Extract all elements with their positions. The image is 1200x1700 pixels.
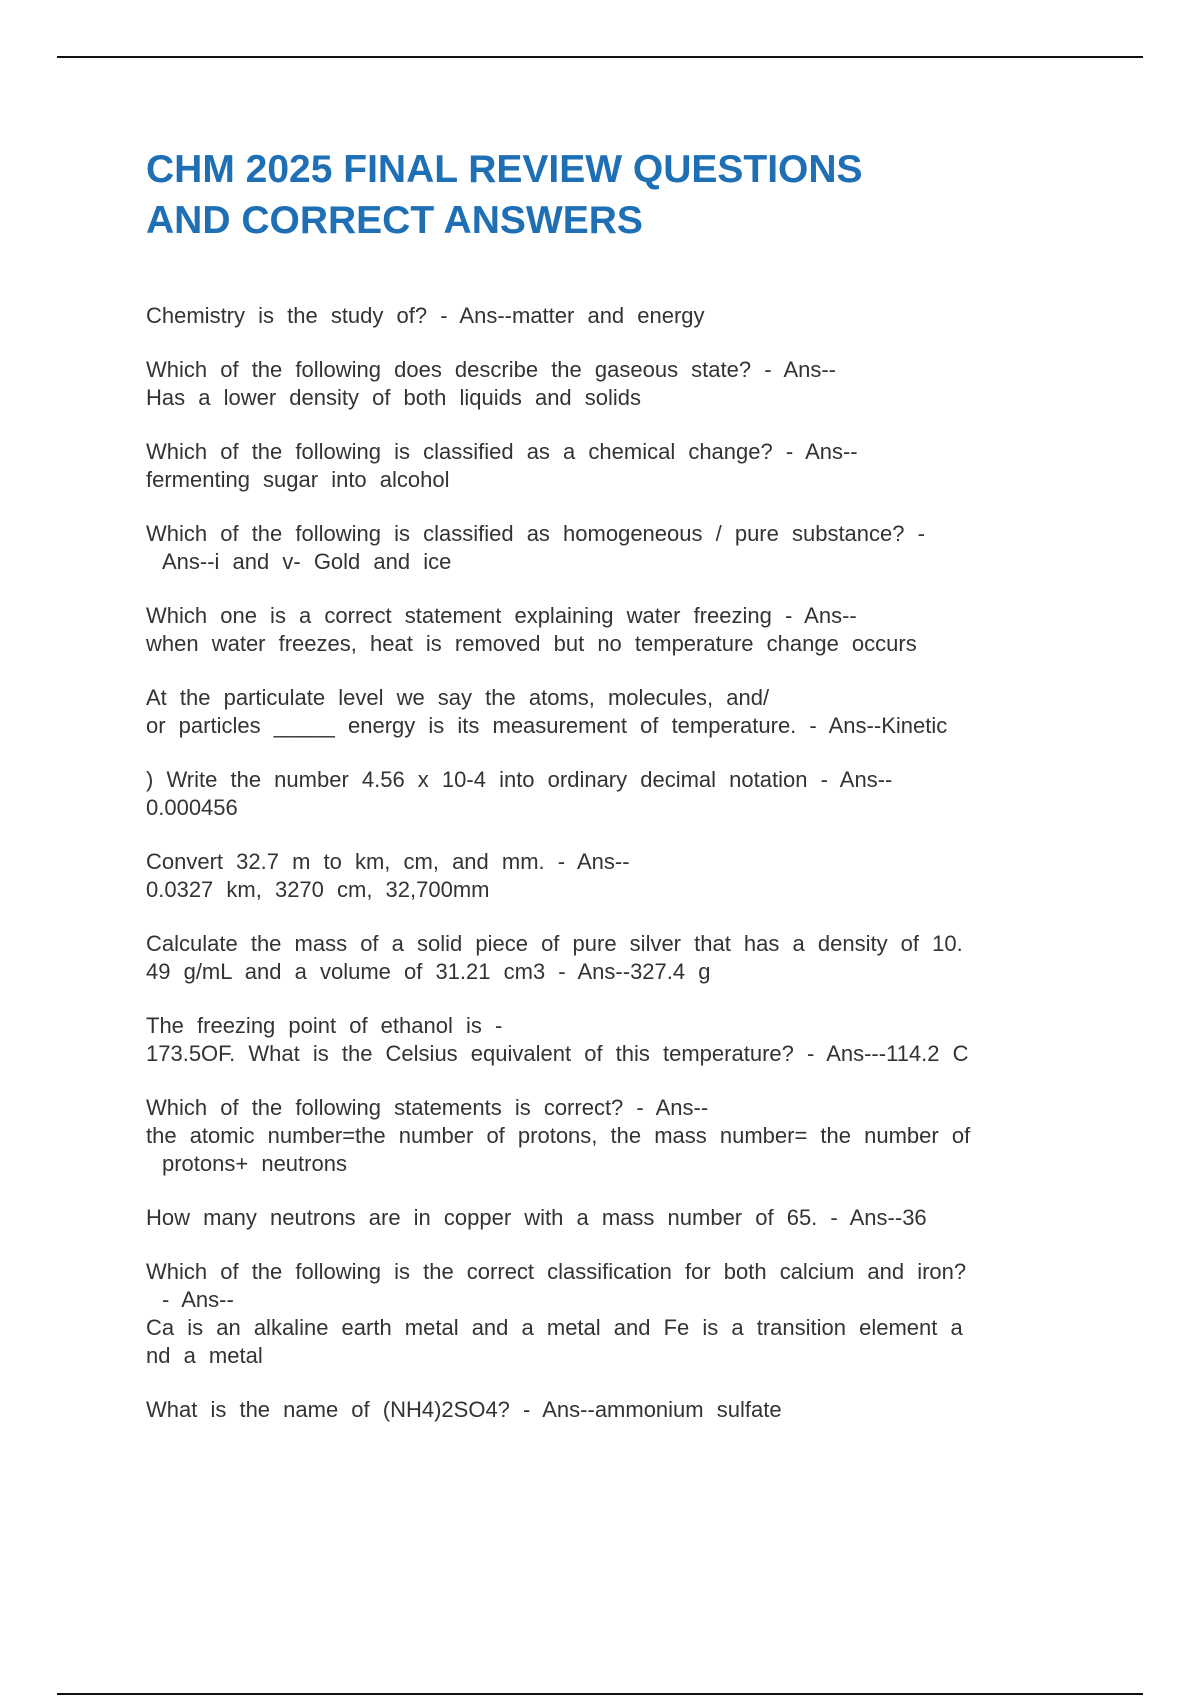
- qa-line: Ans--i and v- Gold and ice: [162, 549, 452, 574]
- qa-line: - Ans--: [162, 1287, 234, 1312]
- qa-line: protons+ neutrons: [162, 1151, 347, 1176]
- qa-line: Which of the following is the correct classification for both calcium and iron?: [146, 1259, 967, 1284]
- qa-line: Which one is a correct statement explaining water freezing - Ans--: [146, 603, 857, 628]
- qa-line: or particles _____ energy is its measurement of temperature. - Ans--Kinetic: [146, 713, 948, 738]
- qa-item: [146, 1012, 1086, 1068]
- qa-line: Has a lower density of both liquids and solids: [146, 385, 642, 410]
- qa-item: [146, 520, 1086, 576]
- top-rule: [57, 56, 1143, 58]
- qa-item: [146, 766, 1086, 822]
- qa-item: [146, 684, 1086, 740]
- qa-item: [146, 438, 1086, 494]
- qa-line: Ca is an alkaline earth metal and a metal and Fe is a transition element a: [146, 1315, 963, 1340]
- qa-line: 0.0327 km, 3270 cm, 32,700mm: [146, 877, 490, 902]
- qa-line: 173.5OF. What is the Celsius equivalent of this temperature? - Ans---114.2 C: [146, 1041, 969, 1066]
- qa-line: 0.000456: [146, 795, 238, 820]
- qa-item: [146, 1204, 1086, 1232]
- qa-line: Which of the following statements is correct? - Ans--: [146, 1095, 709, 1120]
- qa-list: [146, 302, 1086, 1450]
- title-line-2: AND CORRECT ANSWERS: [146, 199, 643, 242]
- qa-item: [146, 356, 1086, 412]
- qa-line: Which of the following is classified as homogeneous / pure substance? -: [146, 521, 925, 546]
- qa-line: fermenting sugar into alcohol: [146, 467, 450, 492]
- qa-line: the atomic number=the number of protons, the mass number= the number of: [146, 1123, 971, 1148]
- qa-item: [146, 1396, 1086, 1424]
- qa-line: Chemistry is the study of? - Ans--matter and energy: [146, 303, 705, 328]
- qa-line: How many neutrons are in copper with a mass number of 65. - Ans--36: [146, 1205, 927, 1230]
- qa-line: Convert 32.7 m to km, cm, and mm. - Ans--: [146, 849, 630, 874]
- qa-line: Which of the following is classified as a chemical change? - Ans--: [146, 439, 858, 464]
- qa-line: nd a metal: [146, 1343, 263, 1368]
- qa-line: At the particulate level we say the atoms, molecules, and/: [146, 685, 770, 710]
- qa-line: 49 g/mL and a volume of 31.21 cm3 - Ans--327.4 g: [146, 959, 711, 984]
- qa-line: What is the name of (NH4)2SO4? - Ans--ammonium sulfate: [146, 1397, 782, 1422]
- qa-line: The freezing point of ethanol is -: [146, 1013, 503, 1038]
- qa-item: [146, 848, 1086, 904]
- title-line-1: CHM 2025 FINAL REVIEW QUESTIONS: [146, 148, 863, 191]
- qa-line: Which of the following does describe the gaseous state? - Ans--: [146, 357, 837, 382]
- qa-line: ) Write the number 4.56 x 10-4 into ordinary decimal notation - Ans--: [146, 767, 893, 792]
- qa-item: [146, 602, 1086, 658]
- qa-item: [146, 1094, 1086, 1178]
- bottom-rule: [57, 1693, 1143, 1695]
- qa-item: [146, 930, 1086, 986]
- document-title: [146, 144, 1106, 246]
- qa-line: when water freezes, heat is removed but no temperature change occurs: [146, 631, 917, 656]
- qa-item: [146, 1258, 1086, 1370]
- qa-line: Calculate the mass of a solid piece of pure silver that has a density of 10.: [146, 931, 963, 956]
- qa-item: [146, 302, 1086, 330]
